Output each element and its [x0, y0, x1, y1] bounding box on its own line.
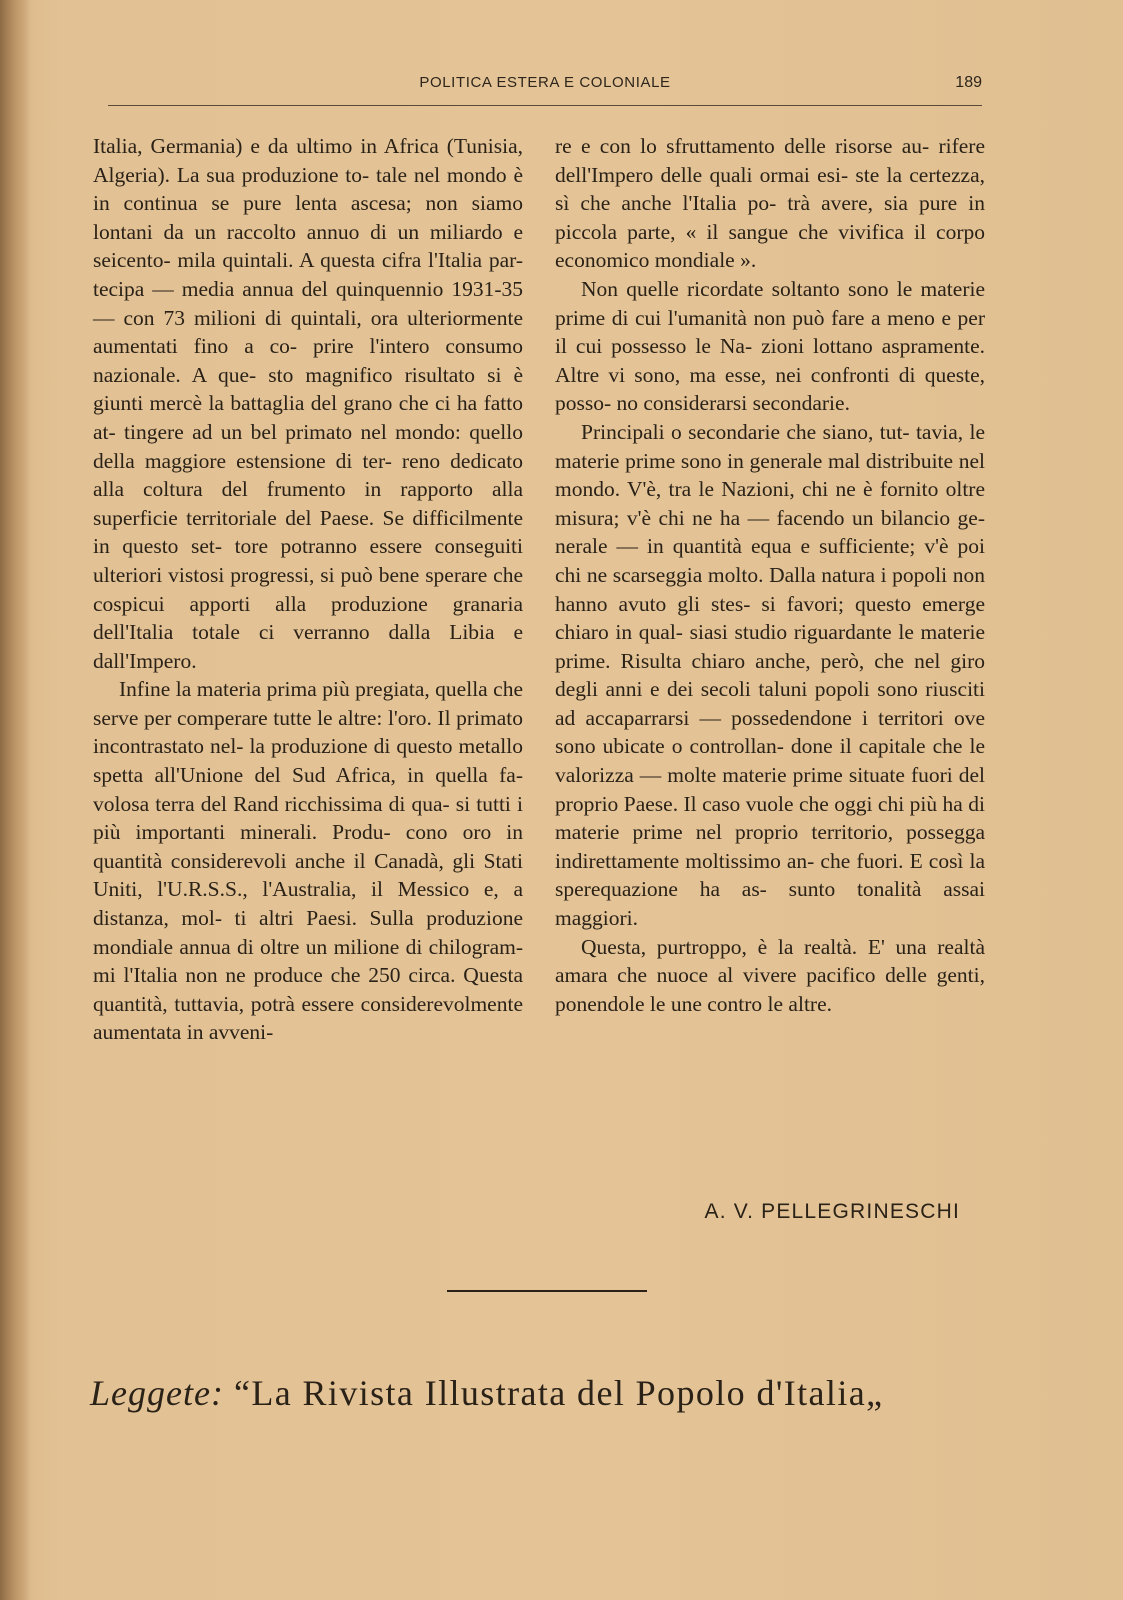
- paragraph: Principali o secondarie che siano, tut- tavia, le materie prime sono in generale mal distribuite nel mondo. V'è, tra le Nazioni, chi ne è fornito oltre misura; v'è chi ne ha — facendo un bilancio ge- nerale — in quantità equa e sufficiente; v'è poi chi ne scarseggia molto. Dalla natura i popoli non hanno avuto gli stes- si favori; questo emerge chiaro in qual- siasi studio riguardante le materie prime. Risulta chiaro anche, però, che nel giro degli anni e dei secoli taluni popoli sono riusciti ad accaparrarsi — possedendone i territori ove sono ubicate o controllan- done il capitale che le valorizza — molte materie prime situate fuori del proprio Paese. Il caso vuole che oggi chi più ha di materie prime nel proprio territorio, possegga indirettamente moltissimo an- che fuori. E così la sperequazione ha as- sunto tonalità assai maggiori.: [555, 419, 985, 931]
- running-title: POLITICA ESTERA E COLONIALE: [419, 74, 671, 91]
- page-number: 189: [955, 74, 982, 91]
- paragraph: Infine la materia prima più pregiata, quella che serve per comperare tutte le altre: l'oro. Il primato incontrastato nel- la produzione di questo metallo spetta all'Unione del Sud Africa, in quella fa- volosa terra del Rand ricchissima di qua- si tutti i più importanti minerali. Produ- cono oro in quantità considerevoli anche il Canadà, gli Stati Uniti, l'U.R.S.S., l'Australia, il Messico e, a distanza, mol- ti altri Paesi. Sulla produzione mondiale annua di oltre un milione di chilogram- mi l'Italia non ne produce che 250 circa. Questa quantità, tuttavia, potrà essere considerevolmente aumentata in avveni-: [93, 677, 523, 1045]
- book-spine-shadow: [0, 0, 30, 1600]
- section-end-rule: [447, 1290, 647, 1292]
- advertisement-lead: Leggete:: [90, 1373, 224, 1413]
- right-column: [555, 132, 985, 1018]
- paragraph: Non quelle ricordate soltanto sono le materie prime di cui l'umanità non può fare a meno e per il cui possesso le Na- zioni lottano aspramente. Altre vi sono, ma esse, nei confronti di queste, posso- no considerarsi secondarie.: [555, 276, 985, 416]
- paragraph: re e con lo sfruttamento delle risorse au- rifere dell'Impero delle quali ormai esi- ste la certezza, sì che anche l'Italia po- trà avere, sia pure in piccola parte, « il sangue che vivifica il corpo economico mondiale ».: [555, 134, 985, 273]
- author-signature: A. V. PELLEGRINESCHI: [704, 1200, 960, 1223]
- advertisement-line: [90, 1372, 990, 1414]
- header-rule: [108, 105, 982, 106]
- page-header: [108, 74, 982, 110]
- advertisement-title: “La Rivista Illustrata del Popolo d'Italia„: [233, 1373, 884, 1413]
- paragraph: Italia, Germania) e da ultimo in Africa (Tunisia, Algeria). La sua produzione to- tale nel mondo è in continua se pure lenta ascesa; non siamo lontani da un raccolto annuo di un miliardo e seicento- mila quintali. A questa cifra l'Italia par- tecipa — media annua del quinquennio 1931-35 — con 73 milioni di quintali, ora ulteriormente aumentati fino a co- prire l'intero consumo nazionale. A que- sto magnifico risultato si è giunti mercè la battaglia del grano che ci ha fatto at- tingere ad un bel primato nel mondo: quello della maggiore estensione di ter- reno dedicato alla coltura del frumento in rapporto alla superficie territoriale del Paese. Se difficilmente in questo set- tore potranno essere conseguiti ulteriori vistosi progressi, si può bene sperare che cospicui apporti alla produzione granaria dell'Italia totale ci verranno dalla Libia e dall'Impero.: [93, 134, 523, 673]
- left-column: [93, 132, 523, 1047]
- paragraph: Questa, purtroppo, è la realtà. E' una realtà amara che nuoce al vivere pacifico delle genti, ponendole le une contro le altre.: [555, 934, 985, 1016]
